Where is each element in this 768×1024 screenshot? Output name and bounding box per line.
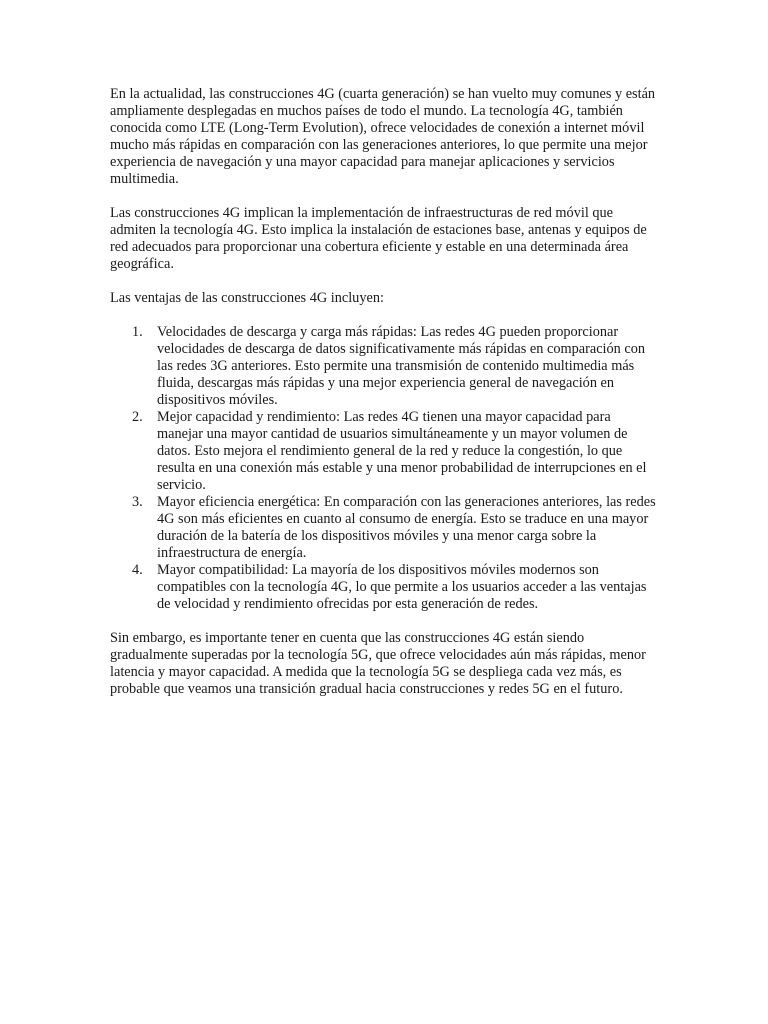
list-item bbox=[110, 562, 658, 613]
paragraph-infrastructure: Las construcciones 4G implican la implementación de infraestructuras de red móvil que admiten la tecnología 4G. Esto implica la instalación de estaciones base, antenas y equipos de red adecuados para proporcionar una cobertura eficiente y estable en una determinada área geográfica. bbox=[110, 205, 647, 272]
list-item-number: 1. bbox=[132, 324, 143, 340]
list-item-text: Mejor capacidad y rendimiento: Las redes 4G tienen una mayor capacidad para manejar una mayor cantidad de usuarios simultáneamente y un mayor volumen de datos. Esto mejora el rendimiento general de la red y reduce la congestión, lo que resulta en una conexión más estable y una menor probabilidad de interrupciones en el servicio. bbox=[157, 409, 647, 493]
document-body bbox=[110, 86, 658, 715]
list-item-number: 2. bbox=[132, 409, 143, 425]
advantages-list bbox=[110, 324, 658, 613]
list-item bbox=[110, 494, 658, 562]
list-item-number: 4. bbox=[132, 562, 143, 578]
list-item-number: 3. bbox=[132, 494, 143, 510]
paragraph-intro: En la actualidad, las construcciones 4G (cuarta generación) se han vuelto muy comunes y están ampliamente desplegadas en muchos países de todo el mundo. La tecnología 4G, también conocida como LTE (Long-Term Evolution), ofrece velocidades de conexión a internet móvil mucho más rápidas en comparación con las generaciones anteriores, lo que permite una mejor experiencia de navegación y una mayor capacidad para manejar aplicaciones y servicios multimedia. bbox=[110, 86, 656, 187]
list-item-text: Velocidades de descarga y carga más rápidas: Las redes 4G pueden proporcionar velocidades de descarga de datos significativamente más rápidas en comparación con las redes 3G anteriores. Esto permite una transmisión de contenido multimedia más fluida, descargas más rápidas y una mejor experiencia general de navegación en dispositivos móviles. bbox=[157, 324, 646, 408]
list-item-text: Mayor eficiencia energética: En comparación con las generaciones anteriores, las redes 4G son más eficientes en cuanto al consumo de energía. Esto se traduce en una mayor duración de la batería de los dispositivos móviles y una menor carga sobre la infraestructura de energía. bbox=[157, 494, 656, 561]
paragraph-advantages-intro: Las ventajas de las construcciones 4G incluyen: bbox=[110, 290, 384, 306]
list-item bbox=[110, 324, 658, 409]
list-item-text: Mayor compatibilidad: La mayoría de los dispositivos móviles modernos son compatibles con la tecnología 4G, lo que permite a los usuarios acceder a las ventajas de velocidad y rendimiento ofrecidas por esta generación de redes. bbox=[157, 562, 647, 612]
paragraph-conclusion: Sin embargo, es importante tener en cuenta que las construcciones 4G están siendo gradualmente superadas por la tecnología 5G, que ofrece velocidades aún más rápidas, menor latencia y mayor capacidad. A medida que la tecnología 5G se despliega cada vez más, es probable que veamos una transición gradual hacia construcciones y redes 5G en el futuro. bbox=[110, 630, 646, 697]
list-item bbox=[110, 409, 658, 494]
